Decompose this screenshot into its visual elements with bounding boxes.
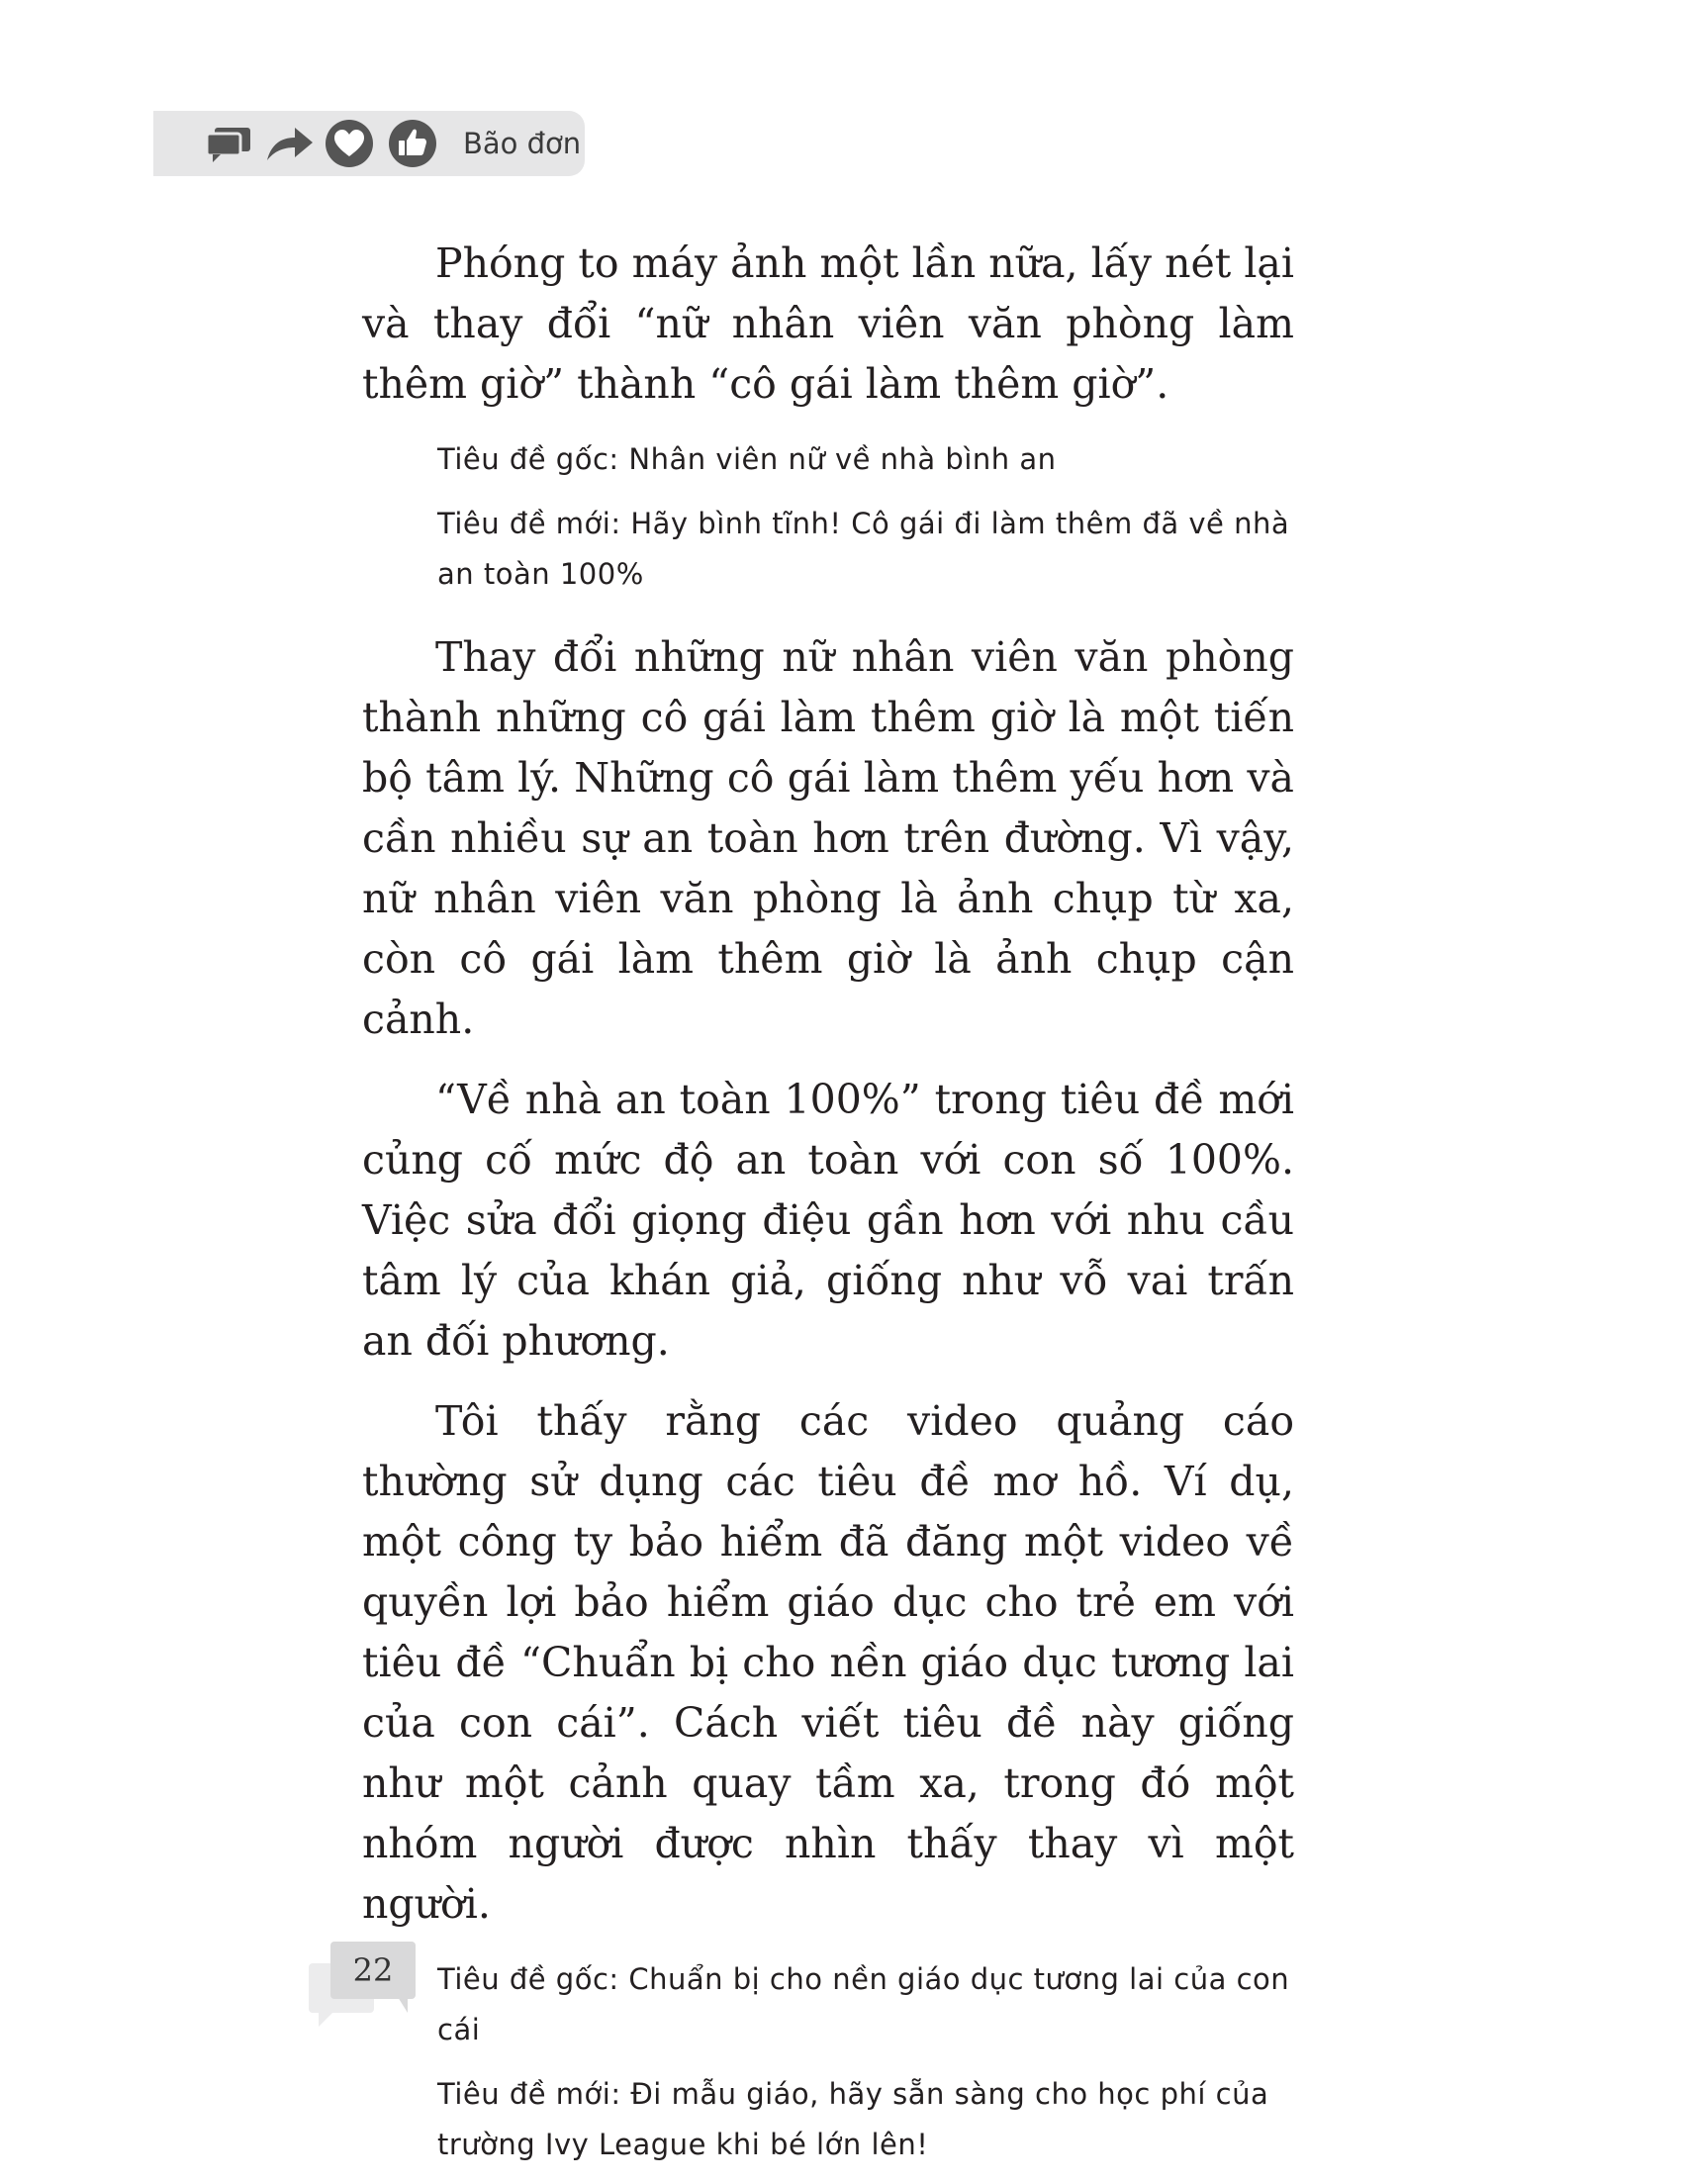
like-icon[interactable]: [387, 111, 438, 176]
example-new-title: Tiêu đề mới: Đi mẫu giáo, hãy sẵn sàng cho học phí của trường Ivy League khi bé lớn lên!: [437, 2077, 1269, 2161]
header-bar: [153, 111, 585, 176]
page-number: 22: [352, 1951, 394, 1989]
header-title: Bão đơn: [463, 127, 582, 160]
page-number-badge: [309, 1942, 418, 2037]
paragraph: Thay đổi những nữ nhân viên văn phòng thành những cô gái làm thêm giờ là một tiến bộ tâm lý. Những cô gái làm thêm yếu hơn và cần nhiều sự an toàn hơn trên đường. Vì vậy, nữ nhân viên văn phòng là ảnh chụp từ xa, còn cô gái làm thêm giờ là ảnh chụp cận cảnh.: [362, 633, 1294, 1043]
paragraph: Tôi thấy rằng các video quảng cáo thường sử dụng các tiêu đề mơ hồ. Ví dụ, một công ty bảo hiểm đã đăng một video về quyền lợi bảo hiểm giáo dục cho trẻ em với tiêu đề “Chuẩn bị cho nền giáo dục tương lai của con cái”. Cách viết tiêu đề này giống như một cảnh quay tầm xa, trong đó một nhóm người được nhìn thấy thay vì một người.: [362, 1397, 1294, 1928]
page-content: [362, 234, 1294, 2184]
example-original-title: Tiêu đề gốc: Chuẩn bị cho nền giáo dục tương lai của con cái: [437, 1962, 1290, 2046]
example-original-title: Tiêu đề gốc: Nhân viên nữ về nhà bình an: [437, 442, 1057, 476]
heart-icon[interactable]: [324, 111, 375, 176]
share-icon[interactable]: [265, 111, 315, 176]
chat-icon[interactable]: [203, 111, 254, 176]
paragraph: Phóng to máy ảnh một lần nữa, lấy nét lại và thay đổi “nữ nhân viên văn phòng làm thêm giờ” thành “cô gái làm thêm giờ”.: [362, 239, 1294, 408]
paragraph: “Về nhà an toàn 100%” trong tiêu đề mới củng cố mức độ an toàn với con số 100%. Việc sửa đổi giọng điệu gần hơn với nhu cầu tâm lý của khán giả, giống như vỗ vai trấn an đối phương.: [362, 1076, 1294, 1365]
example-new-title: Tiêu đề mới: Hãy bình tĩnh! Cô gái đi làm thêm đã về nhà an toàn 100%: [437, 507, 1290, 591]
